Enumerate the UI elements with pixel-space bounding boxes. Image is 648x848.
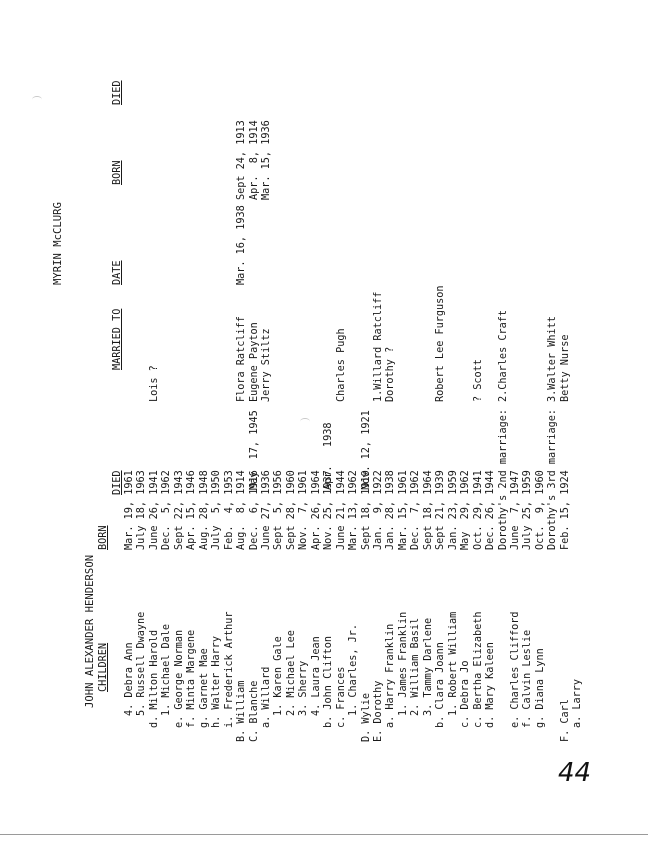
child-name: d. Milton Harold (148, 629, 160, 728)
spouse-name: Robert Lee Furguson (435, 285, 447, 402)
child-name: a. Larry (572, 678, 584, 728)
birth-date: Sept 18, 1964 (422, 470, 434, 550)
child-name: D. Wylie (360, 692, 372, 742)
birth-date: Feb. 4, 1953 (223, 470, 235, 550)
child-name: c. Bertha Elizabeth (472, 611, 484, 728)
spouse-born-header: BORN (112, 160, 123, 185)
child-name: a. Willard (260, 666, 272, 728)
birth-date: Apr. 26, 1964 (310, 470, 322, 550)
child-name: 4. Laura Jean (310, 636, 322, 716)
birth-date: Mar. 19, 1961 (124, 470, 135, 550)
child-name: e. Charles Clifford (509, 611, 521, 728)
birth-date: Oct. 9, 1960 (534, 470, 546, 550)
child-name: b. Clara Joann (435, 642, 447, 728)
child-name: b. John Clifton (323, 635, 335, 728)
child-name: e. George Norman (173, 629, 185, 728)
spouse-name: Charles Pugh (335, 328, 347, 402)
birth-date: June 27, 1936 (260, 470, 272, 550)
birth-date: Jan. 28, 1938 (385, 470, 397, 550)
birth-date: June 7, 1947 (509, 470, 521, 550)
birth-date: Feb. 15, 1924 (559, 470, 571, 550)
child-name: h. Walter Harry (211, 635, 223, 728)
spouse-name: Jerry Stiltz (260, 328, 272, 402)
spouse-name: 2.Charles Craft (497, 309, 509, 402)
birth-date: Dec. 7, 1962 (410, 470, 422, 550)
spouse-name: Betty Nurse (559, 334, 571, 402)
death-date: Apr. 1938 (323, 422, 335, 490)
birth-date: June 21, 1944 (335, 470, 347, 550)
birth-date: Sept 18, 1919 (360, 470, 372, 550)
marriage-date: Mar. 16, 1938 (236, 205, 248, 285)
date-header: DATE (112, 260, 123, 285)
birth-date: Dec. 5, 1962 (161, 470, 173, 550)
page-number: 44 (558, 758, 592, 788)
spouse-name: Eugene Payton (248, 322, 260, 402)
spouse-birth-date: Mar. 15, 1936 (260, 120, 272, 200)
child-name: g. Diana Lynn (534, 648, 546, 728)
died-header: DIED (112, 470, 123, 495)
birth-date: Mar. 15, 1961 (397, 470, 409, 550)
right-title: MYRIN McCLURG (52, 202, 64, 285)
child-name: a. Harry Franklin (385, 623, 397, 728)
spouse-name: ? Scott (472, 359, 484, 402)
death-date: Nov. 12, 1921 (360, 410, 372, 490)
birth-date: Aug. 8, 1914 (236, 470, 248, 550)
child-name: i. Frederick Arthur (223, 611, 235, 728)
birth-date: Dorothy's 2nd marriage: (497, 408, 509, 550)
child-name: f. Calvin Leslie (522, 629, 534, 728)
child-name: d. Mary Kaleen (485, 642, 497, 728)
child-name: f. Minta Margene (186, 629, 198, 728)
scan-mark (300, 418, 310, 425)
birth-date: Dec. 6, 1916 (248, 470, 260, 550)
birth-date: July 25, 1959 (522, 470, 534, 550)
birth-date: Aug. 28, 1948 (198, 470, 210, 550)
birth-date: Mar. 13, 1962 (348, 470, 360, 550)
married-to-header: MARRIED TO (112, 308, 123, 370)
birth-date: Sept 22, 1943 (173, 470, 185, 550)
birth-date: July 5, 1950 (211, 470, 223, 550)
spouse-birth-date: Sept 24, 1913 (236, 120, 248, 200)
child-name: 3. Sherry (298, 660, 310, 716)
child-name: 2. William Basil (410, 617, 422, 716)
child-name: F. Carl (559, 699, 571, 742)
spouse-name: Dorothy ? (385, 346, 397, 402)
born-header: BORN (98, 525, 109, 550)
child-name: c. Debra Jo (460, 660, 472, 728)
child-name: g. Garnet Mae (198, 648, 210, 728)
spouse-birth-date: Apr. 8, 1914 (248, 120, 260, 200)
spouse-died-header: DIED (112, 80, 123, 105)
birth-date: Sept 5, 1956 (273, 470, 285, 550)
spouse-name: 3.Walter Whitt (547, 316, 559, 402)
birth-date: Dorothy's 3rd marriage: (547, 408, 559, 550)
child-name: 1. James Franklin (397, 611, 409, 716)
birth-date: May 29, 1962 (460, 470, 472, 550)
birth-date: Dec. 26, 1944 (485, 470, 497, 550)
child-name: 1. Charles, Jr. (348, 623, 360, 716)
spouse-name: Lois ? (148, 365, 160, 402)
birth-date: Jan. 23, 1959 (447, 470, 459, 550)
birth-date: July 18, 1963 (136, 470, 148, 550)
child-name: 1. Robert William (447, 611, 459, 716)
left-title: JOHN ALEXANDER HENDERSON (84, 554, 96, 708)
birth-date: Jan. 9, 1922 (373, 470, 384, 550)
birth-date: June 26, 1941 (148, 470, 160, 550)
child-name: 5. Russell Dwayne (136, 611, 148, 716)
child-name: c. Frances (335, 666, 347, 728)
child-name: 2. Michael Lee (285, 630, 297, 716)
birth-date: Sept 28, 1960 (285, 470, 297, 550)
birth-date: Nov. 7, 1961 (298, 470, 310, 550)
scan-mark (32, 96, 42, 103)
family-record-sheet (28, 30, 628, 820)
birth-date: Sept 21, 1939 (435, 470, 447, 550)
child-name: 3. Tammy Darlene (422, 617, 434, 716)
birth-date: Nov. 25, 1937 (323, 470, 335, 550)
birth-date: Apr. 15, 1946 (186, 470, 198, 550)
child-name: E. Dorothy (373, 680, 384, 742)
children-header: CHILDREN (98, 642, 109, 692)
child-name: 1. Karen Gale (273, 636, 285, 716)
bottom-rule (0, 834, 648, 835)
child-name: 4. Debra Ann (124, 642, 135, 716)
child-name: 1. Michael Dale (161, 623, 173, 716)
child-name: C. Blanche (248, 680, 260, 742)
spouse-name: 1.Willard Ratcliff (373, 291, 384, 402)
spouse-name: Flora Ratcliff (236, 316, 248, 402)
death-date: May 17, 1945 (248, 410, 260, 490)
child-name: B. William (236, 680, 248, 742)
birth-date: Oct. 29, 1941 (472, 470, 484, 550)
